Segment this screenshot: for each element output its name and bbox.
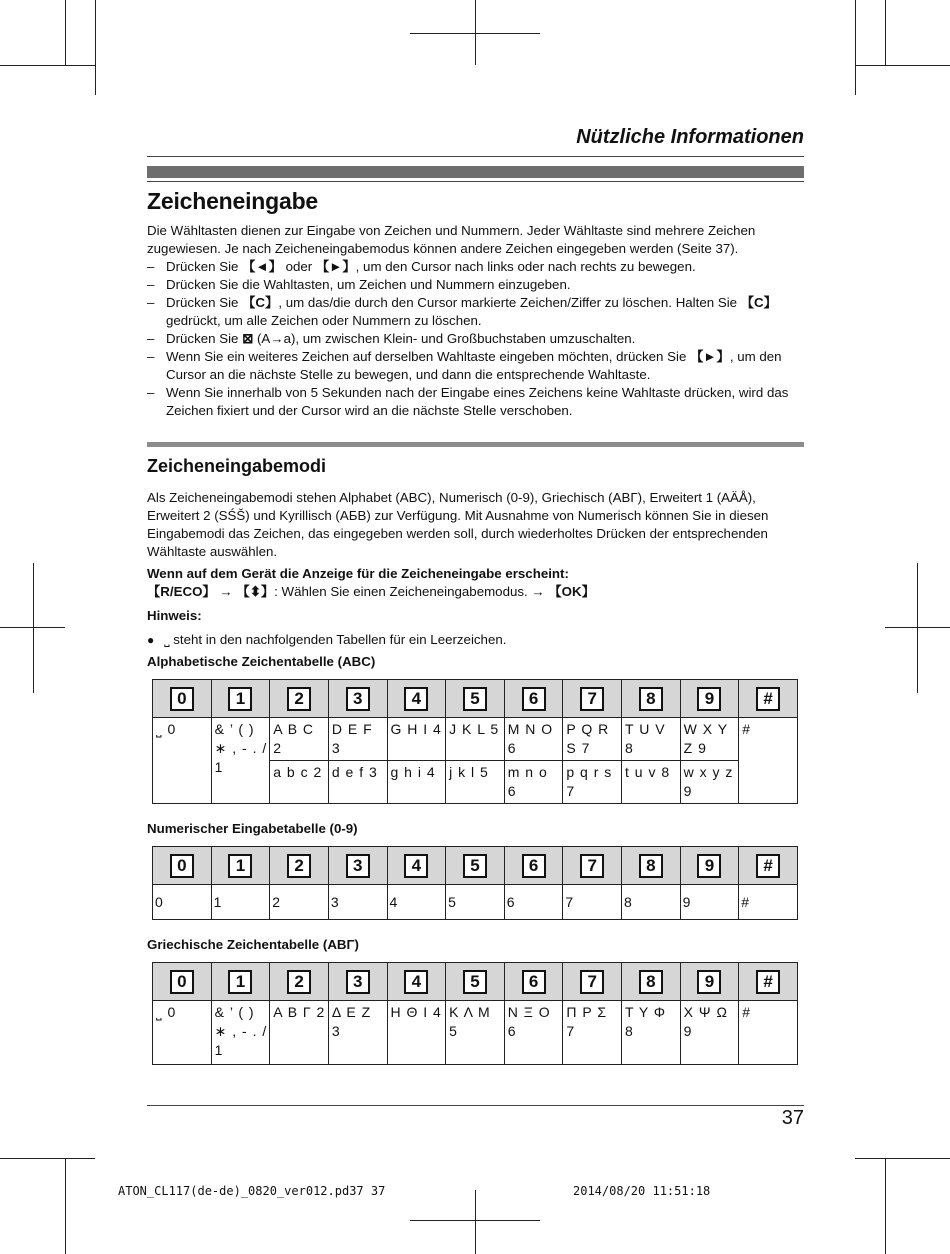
key-hash-icon: # xyxy=(756,687,780,711)
list-item: – Drücken Sie die Wahltasten, um Zeichen und Nummern einzugeben. xyxy=(147,276,804,294)
table-cell: 7 xyxy=(563,885,622,920)
table-title: Griechische Zeichentabelle (ΑΒΓ) xyxy=(147,937,359,952)
key-cell xyxy=(739,680,798,718)
key-cell xyxy=(739,963,798,1001)
table-cell: A B C 2 xyxy=(270,718,329,761)
table-cell: w x y z 9 xyxy=(680,761,739,804)
list-item xyxy=(147,348,804,384)
crop-mark xyxy=(95,0,96,95)
table-cell: d e f 3 xyxy=(328,761,387,804)
key-cell xyxy=(387,847,446,885)
key-cell xyxy=(270,847,329,885)
table-cell: Τ Υ Φ 8 xyxy=(622,1001,681,1065)
text: steht in den nachfolgenden Tabellen für ein Leerzeichen. xyxy=(169,632,507,647)
key-4-icon: 4 xyxy=(404,687,428,711)
key-header-row xyxy=(153,680,798,718)
crop-mark xyxy=(855,65,950,66)
note-bullet xyxy=(147,631,804,649)
table-cell: 5 xyxy=(446,885,505,920)
table-row xyxy=(153,718,798,761)
key-cell xyxy=(680,680,739,718)
key-cell xyxy=(504,847,563,885)
right-key: 【►】 xyxy=(315,259,356,274)
text: Drücken Sie xyxy=(166,331,243,346)
text: , um den Cursor an die nächste Stelle zu bewegen, und dann die entsprechende Wahltaste. xyxy=(166,349,782,382)
key-0-icon: 0 xyxy=(170,854,194,878)
numeric-table xyxy=(152,846,798,920)
table-cell: J K L 5 xyxy=(446,718,505,761)
section-intro: Die Wähltasten dienen zur Eingabe von Zeichen und Nummern. Jeder Wähltaste sind mehrere Zeichen zugewiesen. Je nach Zeicheneingabemodus können andere Zeichen eingegeben werden (Seite 37). xyxy=(147,223,756,256)
table-cell: D E F 3 xyxy=(328,718,387,761)
clear-key: 【C】 xyxy=(740,295,777,310)
table-cell: Δ Ε Ζ 3 xyxy=(328,1001,387,1065)
key-5-icon: 5 xyxy=(463,970,487,994)
instruction-list xyxy=(147,258,804,420)
table-cell: Κ Λ Μ 5 xyxy=(446,1001,505,1065)
text: , um das/die durch den Cursor markierte Zeichen/Ziffer zu löschen. Halten Sie xyxy=(278,295,741,310)
table-cell: & ’ ( ) ∗ , - . / 1 xyxy=(211,1001,270,1065)
table-cell: Α Β Γ 2 xyxy=(270,1001,329,1065)
key-cell xyxy=(622,847,681,885)
text: (A→a), um zwischen Klein- und Großbuchstaben umzuschalten. xyxy=(253,331,636,346)
key-cell xyxy=(211,963,270,1001)
table-cell: m n o 6 xyxy=(504,761,563,804)
key-cell xyxy=(504,680,563,718)
header-rule xyxy=(147,156,804,157)
right-key: 【►】 xyxy=(690,349,730,364)
key-header-row xyxy=(153,963,798,1001)
list-item xyxy=(147,294,804,330)
key-2-icon: 2 xyxy=(287,970,311,994)
crop-mark xyxy=(855,0,856,95)
key-cell xyxy=(153,680,212,718)
subsection-title: Zeicheneingabemodi xyxy=(147,456,327,476)
key-3-icon: 3 xyxy=(346,970,370,994)
table-cell: G H I 4 xyxy=(387,718,446,761)
table-cell: 6 xyxy=(504,885,563,920)
table-cell: Η Θ Ι 4 xyxy=(387,1001,446,1065)
key-cell xyxy=(504,963,563,1001)
key-cell xyxy=(153,963,212,1001)
key-6-icon: 6 xyxy=(522,970,546,994)
table-cell: g h i 4 xyxy=(387,761,446,804)
key-cell xyxy=(270,963,329,1001)
table-cell: 3 xyxy=(328,885,387,920)
text: , um den Cursor nach links oder nach rechts zu bewegen. xyxy=(355,259,696,274)
table-cell: # xyxy=(739,718,798,804)
note-text xyxy=(164,631,506,649)
key-2-icon: 2 xyxy=(287,687,311,711)
key-6-icon: 6 xyxy=(522,854,546,878)
table-cell: p q r s 7 xyxy=(563,761,622,804)
key-3-icon: 3 xyxy=(346,687,370,711)
table-cell: 1 xyxy=(211,885,270,920)
key-8-icon: 8 xyxy=(639,970,663,994)
table-cell: M N O 6 xyxy=(504,718,563,761)
crop-mark xyxy=(855,1158,950,1159)
table-cell: t u v 8 xyxy=(622,761,681,804)
section-divider xyxy=(147,442,804,447)
bullet-icon: ● xyxy=(147,633,155,647)
key-7-icon: 7 xyxy=(580,970,604,994)
crop-mark xyxy=(475,1190,476,1254)
key-3-icon: 3 xyxy=(346,854,370,878)
table-cell: 8 xyxy=(622,885,681,920)
key-cell xyxy=(446,963,505,1001)
key-cell xyxy=(563,680,622,718)
key-8-icon: 8 xyxy=(639,854,663,878)
footer-timestamp: 2014/08/20 11:51:18 xyxy=(573,1184,711,1198)
key-cell xyxy=(680,963,739,1001)
table-cell: 9 xyxy=(680,885,739,920)
text: Drücken Sie xyxy=(166,295,243,310)
key-9-icon: 9 xyxy=(697,970,721,994)
abc-table xyxy=(152,679,798,804)
page-number: 37 xyxy=(781,1107,804,1129)
key-cell xyxy=(563,963,622,1001)
footer-rule xyxy=(147,1105,804,1106)
key-cell xyxy=(387,963,446,1001)
key-cell xyxy=(622,680,681,718)
key-cell xyxy=(680,847,739,885)
subsection-intro: Als Zeicheneingabemodi stehen Alphabet (ABC), Numerisch (0-9), Griechisch (ΑΒΓ), Erweitert 1 (AÄÅ), Erweitert 2 (SŚŠ) und Kyrillisch (АБВ) zur Verfügung. Mit Ausnahme von Numerisch können Sie in diesen Eingabemodi das Zeichen, das eingegeben werden soll, durch wiederholtes Drücken der entsprechenden Wähltaste auswählen. xyxy=(147,490,769,559)
key-cell xyxy=(622,963,681,1001)
text: Wenn Sie ein weiteres Zeichen auf derselben Wahltaste eingeben möchten, drücken Sie xyxy=(166,349,691,364)
clear-key: 【C】 xyxy=(242,295,279,310)
space-symbol-icon: ⎵ xyxy=(164,632,170,647)
text: oder xyxy=(281,259,316,274)
key-header-row xyxy=(153,847,798,885)
crop-mark xyxy=(885,1158,886,1254)
key-cell xyxy=(739,847,798,885)
crop-mark xyxy=(33,563,34,693)
table-cell: T U V 8 xyxy=(622,718,681,761)
key-cell xyxy=(563,847,622,885)
text: Drücken Sie xyxy=(166,259,243,274)
table-cell: W X Y Z 9 xyxy=(680,718,739,761)
table-cell: j k l 5 xyxy=(446,761,505,804)
key-cell xyxy=(270,680,329,718)
key-1-icon: 1 xyxy=(228,854,252,878)
display-heading: Wenn auf dem Gerät die Anzeige für die Zeicheneingabe erscheint: xyxy=(147,566,569,581)
table-cell: 0 xyxy=(153,885,212,920)
table-cell: # xyxy=(739,885,798,920)
key-hash-icon: # xyxy=(756,854,780,878)
key-4-icon: 4 xyxy=(404,970,428,994)
table-cell: Χ Ψ Ω 9 xyxy=(680,1001,739,1065)
crop-mark xyxy=(475,0,476,65)
key-0-icon: 0 xyxy=(170,687,194,711)
crop-mark xyxy=(65,1158,66,1254)
key-1-icon: 1 xyxy=(228,970,252,994)
table-cell: & ’ ( ) ∗ , - . / 1 xyxy=(211,718,270,804)
crop-mark xyxy=(65,0,66,65)
key-7-icon: 7 xyxy=(580,854,604,878)
key-5-icon: 5 xyxy=(463,854,487,878)
arrow: → xyxy=(215,584,237,599)
header-title: Nützliche Informationen xyxy=(576,126,804,148)
table-cell: 2 xyxy=(270,885,329,920)
greek-table xyxy=(152,962,798,1065)
footer-file-info: ATON_CL117(de-de)_0820_ver012.pd37 37 xyxy=(118,1184,386,1198)
table-cell: ⎵ 0 xyxy=(153,1001,212,1065)
list-item: – Wenn Sie innerhalb von 5 Sekunden nach der Eingabe eines Zeichens keine Wahltaste drücken, wird das Zeichen fixiert und der Cursor wird an die nächste Stelle verschoben. xyxy=(147,384,804,420)
key-1-icon: 1 xyxy=(228,687,252,711)
r-eco-key: 【R/ECO】 xyxy=(147,584,216,599)
crop-mark xyxy=(0,65,95,66)
left-key: 【◄】 xyxy=(242,259,282,274)
key-cell xyxy=(446,680,505,718)
table-cell: 4 xyxy=(387,885,446,920)
key-0-icon: 0 xyxy=(170,970,194,994)
ok-key: 【OK】 xyxy=(548,584,595,599)
table-title: Alphabetische Zeichentabelle (ABC) xyxy=(147,654,376,669)
page-content xyxy=(147,186,804,1065)
table-row xyxy=(153,885,798,920)
note-label: Hinweis: xyxy=(147,608,202,623)
table-row xyxy=(153,1001,798,1065)
table-title: Numerischer Eingabetabelle (0-9) xyxy=(147,821,358,836)
table-cell: P Q R S 7 xyxy=(563,718,622,761)
table-cell: Π Ρ Σ 7 xyxy=(563,1001,622,1065)
key-cell xyxy=(153,847,212,885)
crop-mark xyxy=(885,0,886,65)
key-cell xyxy=(328,963,387,1001)
key-7-icon: 7 xyxy=(580,687,604,711)
header-bar xyxy=(147,166,804,178)
key-cell xyxy=(387,680,446,718)
key-2-icon: 2 xyxy=(287,854,311,878)
table-cell: ⎵ 0 xyxy=(153,718,212,804)
key-5-icon: 5 xyxy=(463,687,487,711)
table-cell: Ν Ξ Ο 6 xyxy=(504,1001,563,1065)
table-cell: a b c 2 xyxy=(270,761,329,804)
key-cell xyxy=(328,680,387,718)
key-cell xyxy=(211,680,270,718)
mode-steps xyxy=(147,583,804,601)
star-key-icon: ⊠ xyxy=(242,331,254,346)
crop-mark xyxy=(917,563,918,693)
key-cell xyxy=(328,847,387,885)
key-cell xyxy=(211,847,270,885)
key-9-icon: 9 xyxy=(697,687,721,711)
table-cell: # xyxy=(739,1001,798,1065)
key-4-icon: 4 xyxy=(404,854,428,878)
key-6-icon: 6 xyxy=(522,687,546,711)
text: gedrückt, um alle Zeichen oder Nummern zu löschen. xyxy=(166,313,482,328)
key-hash-icon: # xyxy=(756,970,780,994)
navigation-key-icon: 【⬍】 xyxy=(236,584,275,599)
key-8-icon: 8 xyxy=(639,687,663,711)
key-cell xyxy=(446,847,505,885)
list-item xyxy=(147,330,804,348)
text: : Wählen Sie einen Zeicheneingabemodus. → xyxy=(274,584,549,599)
crop-mark xyxy=(0,1158,95,1159)
list-item xyxy=(147,258,804,276)
header-rule xyxy=(147,181,804,182)
section-title: Zeicheneingabe xyxy=(147,188,319,214)
key-9-icon: 9 xyxy=(697,854,721,878)
